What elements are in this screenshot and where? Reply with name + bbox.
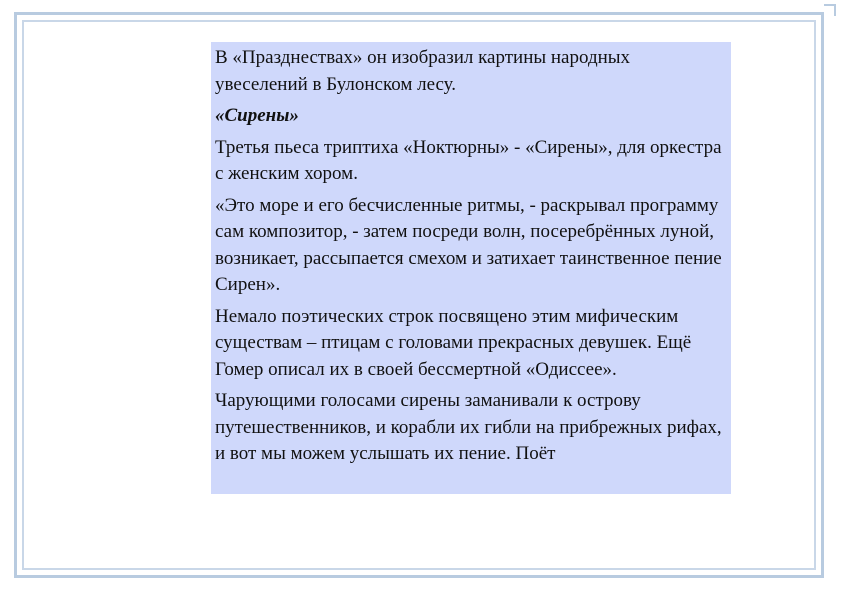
corner-decoration	[824, 4, 836, 16]
paragraph-prazdnestva: В «Празднествах» он изобразил картины народных увеселений в Булонском лесу.	[215, 47, 631, 95]
text-box	[211, 42, 731, 494]
section-heading-sireny: «Сирены»	[215, 105, 299, 126]
paragraph-nocturnes: Третья пьеса триптиха «Ноктюрны» - «Сирены», для оркестра с женским хором.	[215, 136, 722, 184]
paragraph-composer-quote: «Это море и его бесчисленные ритмы, - раскрывал программу сам композитор, - затем посреди волн, посеребрённых луной, возникает, рассыпается смехом и затихает таинственное пение Сирен».	[215, 194, 722, 295]
paragraph-enchanting-voices: Чарующими голосами сирены заманивали к острову путешественников, и корабли их гибли на прибрежных рифах, и вот мы можем услышать их пение. Поёт	[215, 390, 722, 464]
paragraph-mythical-creatures: Немало поэтических строк посвящено этим мифическим существам – птицам с головами прекрасных девушек. Ещё Гомер описал их в своей бессмертной «Одиссее».	[215, 305, 692, 380]
